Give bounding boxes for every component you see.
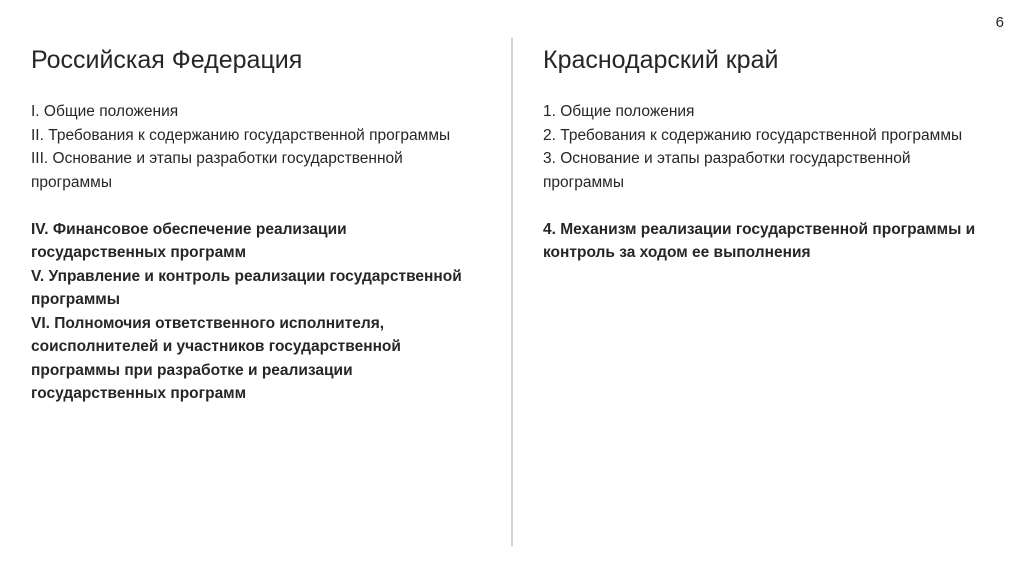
right-item-3: 3. Основание и этапы разработки государственной программы	[543, 150, 911, 191]
page-number: 6	[995, 14, 1004, 31]
right-item-2: 2. Требования к содержанию государственной программы	[543, 126, 963, 144]
right-item-1: 1. Общие положения	[543, 103, 695, 120]
left-column-title: Российская Федерация	[31, 46, 303, 74]
left-item-1: I. Общие положения	[31, 103, 179, 120]
left-item-2: II. Требования к содержанию государственной программы	[31, 126, 451, 144]
column-divider	[511, 38, 513, 546]
spacer	[543, 194, 983, 218]
left-item-3: III. Основание и этапы разработки государственной программы	[31, 150, 403, 191]
right-item-4: 4. Механизм реализации государственной программы и контроль за ходом ее выполнения	[543, 220, 976, 261]
left-column	[31, 44, 471, 406]
left-item-4: IV. Финансовое обеспечение реализации государственных программ	[31, 220, 347, 261]
left-item-5: V. Управление и контроль реализации государственной программы	[31, 267, 462, 308]
right-column-title: Краснодарский край	[543, 46, 779, 74]
right-column	[543, 44, 983, 265]
spacer	[31, 194, 471, 218]
left-item-6: VI. Полномочия ответственного исполнителя, соисполнителей и участников государственной программы при разработке и реализации государственных программ	[31, 314, 401, 402]
